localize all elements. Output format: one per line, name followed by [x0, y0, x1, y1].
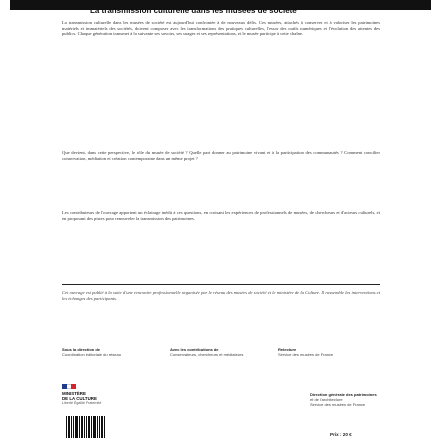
credit-name: Conservateurs, chercheurs et médiateurs: [170, 352, 244, 357]
page-title: La transmission culturelle dans les musées de société: [90, 6, 297, 15]
publication-note: Cet ouvrage est publié à la suite d'une rencontre professionnelle organisée par le réseau des musées de société et le ministère de la Culture. Il rassemble les interventions et les échanges des participants.: [62, 290, 380, 301]
credit-role: Sous la direction de: [62, 347, 101, 352]
credit-item: [62, 347, 162, 357]
credit-item: [170, 347, 270, 357]
body-paragraph-2: Que devient, dans cette perspective, le rôle du musée de société ? Quelle part donner au patrimoine vivant et à la participation des communautés ? Comment concilier conservation, médiation et création contemporaine dans un même projet ?: [62, 150, 380, 161]
publisher-block: [310, 392, 382, 407]
flag-red-stripe: [71, 384, 76, 389]
ministry-logo: [62, 384, 102, 405]
ministry-line-2: DE LA CULTURE: [62, 396, 97, 401]
ministry-motto: Liberté Égalité Fraternité: [62, 401, 102, 405]
price-label: Prix : 20 €: [330, 432, 352, 437]
credits-row: [62, 347, 380, 357]
credit-role: Relecture: [278, 347, 297, 352]
publisher-line-2: Service des musées de France: [310, 402, 366, 407]
credit-role: Avec les contributions de: [170, 347, 219, 352]
section-divider: [62, 284, 380, 285]
body-paragraph-3: Les contributeurs de l'ouvrage apportent un éclairage inédit à ces questions, en croisant les expériences de professionnels de musées, de chercheurs et d'acteurs culturels, et en proposant des pistes pour renouveler la transmission des patrimoines.: [62, 210, 380, 221]
credit-name: Coordination éditoriale du réseau: [62, 352, 121, 357]
flag-icon: [62, 384, 76, 389]
body-paragraph-1: La transmission culturelle dans les musées de société est aujourd'hui confrontée à de nouveaux défis. Ces musées, attachés à conserver et à valoriser les patrimoines matériels et immatériels des sociétés, doivent composer avec les transformations des pratiques culturelles, l'essor des outils numériques et l'évolution des attentes des publics. Chaque génération transmet à la suivante ses savoirs, ses usages et ses représentations, et le musée participe à cette chaîne.: [62, 20, 380, 37]
ministry-line-1: MINISTÈRE: [62, 391, 86, 396]
credit-name: Service des musées de France: [278, 352, 334, 357]
publisher-line-1: et de l'architecture: [310, 397, 343, 402]
barcode-icon: [66, 416, 110, 438]
credit-item: [278, 347, 378, 357]
publisher-org: Direction générale des patrimoines: [310, 392, 377, 397]
